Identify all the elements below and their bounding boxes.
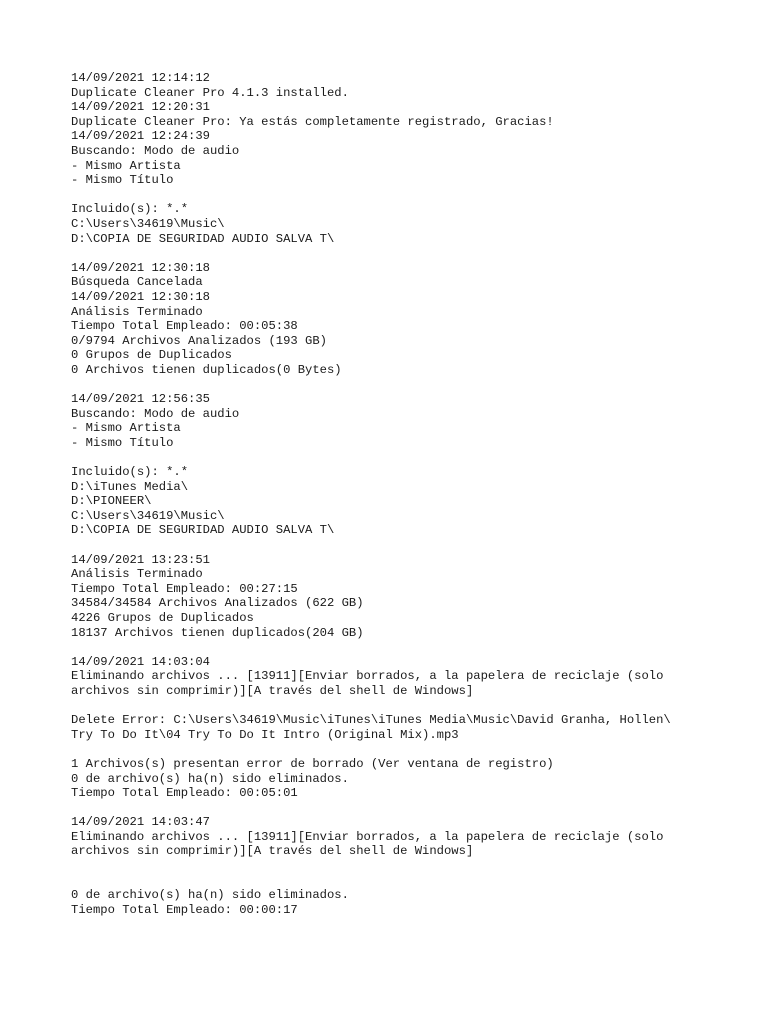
log-line: Duplicate Cleaner Pro: Ya estás completamente registrado, Gracias! (71, 114, 554, 129)
log-document (71, 71, 751, 917)
log-line: 34584/34584 Archivos Analizados (622 GB) (71, 596, 364, 611)
log-line: Buscando: Modo de audio (71, 143, 240, 158)
log-line: - Mismo Título (71, 435, 174, 450)
blank-line (71, 450, 751, 465)
log-line: 18137 Archivos tienen duplicados(204 GB) (71, 625, 364, 640)
log-line: 14/09/2021 14:03:47 (71, 815, 210, 830)
log-line: Tiempo Total Empleado: 00:05:01 (71, 786, 298, 801)
log-line: Delete Error: C:\Users\34619\Music\iTunes\iTunes Media\Music\David Granha, Hollen\ (71, 713, 671, 728)
log-line: Búsqueda Cancelada (71, 275, 203, 290)
log-line: Try To Do It\04 Try To Do It Intro (Original Mix).mp3 (71, 727, 459, 742)
log-line: 14/09/2021 12:24:39 (71, 129, 210, 144)
log-line: Eliminando archivos ... [13911][Enviar borrados, a la papelera de reciclaje (solo (71, 669, 664, 684)
blank-line (71, 801, 751, 816)
log-line: 0 de archivo(s) ha(n) sido eliminados. (71, 771, 349, 786)
log-line: 4226 Grupos de Duplicados (71, 610, 254, 625)
log-line: Incluido(s): *.* (71, 202, 189, 217)
log-line: 1 Archivos(s) presentan error de borrado (Ver ventana de registro) (71, 756, 554, 771)
log-line: 0 Archivos tienen duplicados(0 Bytes) (71, 362, 342, 377)
blank-line (71, 246, 751, 261)
blank-line (71, 874, 751, 889)
log-line: 14/09/2021 12:14:12 (71, 71, 210, 85)
log-line: D:\iTunes Media\ (71, 479, 189, 494)
blank-line (71, 640, 751, 655)
log-line: 14/09/2021 13:23:51 (71, 552, 210, 567)
log-line: Incluido(s): *.* (71, 465, 189, 480)
log-line: Tiempo Total Empleado: 00:05:38 (71, 319, 298, 334)
blank-line (71, 188, 751, 203)
blank-line (71, 859, 751, 874)
log-line: 0/9794 Archivos Analizados (193 GB) (71, 333, 327, 348)
log-line: 14/09/2021 12:30:18 (71, 289, 210, 304)
log-line: - Mismo Artista (71, 421, 181, 436)
log-line: archivos sin comprimir)][A través del shell de Windows] (71, 844, 474, 859)
log-line: D:\PIONEER\ (71, 494, 152, 509)
log-line: Eliminando archivos ... [13911][Enviar borrados, a la papelera de reciclaje (solo (71, 829, 664, 844)
log-line: - Mismo Artista (71, 158, 181, 173)
log-line: 14/09/2021 12:20:31 (71, 100, 210, 115)
log-line: - Mismo Título (71, 173, 174, 188)
log-line: Buscando: Modo de audio (71, 406, 240, 421)
blank-line (71, 742, 751, 757)
log-line: D:\COPIA DE SEGURIDAD AUDIO SALVA T\ (71, 231, 335, 246)
log-line: Duplicate Cleaner Pro 4.1.3 installed. (71, 85, 349, 100)
log-line: archivos sin comprimir)][A través del shell de Windows] (71, 683, 474, 698)
log-line: Análisis Terminado (71, 567, 203, 582)
log-line: 14/09/2021 12:56:35 (71, 392, 210, 407)
log-line: 14/09/2021 14:03:04 (71, 654, 210, 669)
log-line: 0 de archivo(s) ha(n) sido eliminados. (71, 888, 349, 903)
blank-line (71, 377, 751, 392)
log-line: Tiempo Total Empleado: 00:00:17 (71, 902, 298, 917)
log-line: Tiempo Total Empleado: 00:27:15 (71, 581, 298, 596)
log-line: D:\COPIA DE SEGURIDAD AUDIO SALVA T\ (71, 523, 335, 538)
log-line: C:\Users\34619\Music\ (71, 216, 225, 231)
blank-line (71, 699, 751, 714)
log-line: 14/09/2021 12:30:18 (71, 260, 210, 275)
log-line: 0 Grupos de Duplicados (71, 348, 232, 363)
log-line: Análisis Terminado (71, 304, 203, 319)
log-line: C:\Users\34619\Music\ (71, 508, 225, 523)
blank-line (71, 538, 751, 553)
